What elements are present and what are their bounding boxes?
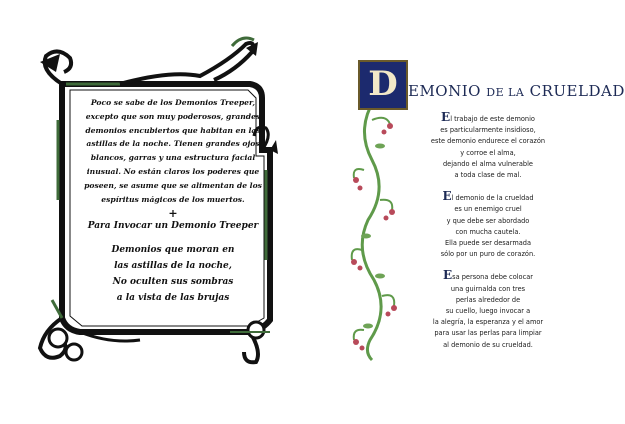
paragraph-line: al demonio de su crueldad. xyxy=(443,340,533,349)
paragraph-cap: E xyxy=(443,268,453,283)
paragraph-line: dejando el alma vulnerable xyxy=(442,159,533,168)
invocation-verse xyxy=(78,242,268,306)
vine-stem xyxy=(362,100,381,360)
title-word-3: CRUELDAD xyxy=(529,82,625,100)
paragraph-line: este demonio endurece el corazón xyxy=(430,137,546,146)
intro-line: poseen, se asume que se alimentan de los xyxy=(84,180,262,190)
verse-line: las astillas de la noche, xyxy=(114,261,232,272)
intro-line: blancos, garras y una estructura facial xyxy=(90,153,256,163)
left-text-block xyxy=(78,96,268,306)
intro-line: astillas de la noche. Tienen grandes ojos xyxy=(86,139,260,149)
paragraph-1 xyxy=(398,112,578,181)
berry-cluster xyxy=(351,123,397,351)
left-page xyxy=(0,0,300,424)
intro-paragraph xyxy=(78,96,268,206)
verse-line: Demonios que moran en xyxy=(111,245,235,256)
paragraph-line: y corroe el alma, xyxy=(460,148,516,157)
paragraph-first-line: sa persona debe colocar xyxy=(452,273,533,282)
paragraph-cap: E xyxy=(442,189,452,204)
intro-line: espíritus mágicos de los muertos. xyxy=(101,194,245,204)
title-dropcap: D xyxy=(358,60,408,110)
paragraph-3 xyxy=(398,270,578,350)
paragraph-line: su cuello, luego invocar a xyxy=(445,307,531,316)
paragraph-line: Ella puede ser desarmada xyxy=(444,239,532,248)
paragraph-line: y que debe ser abordado xyxy=(446,216,530,225)
intro-line: excepto que son muy poderosos, grandes xyxy=(85,111,261,121)
vine-border xyxy=(350,100,398,360)
paragraph-line: a toda clase de mal. xyxy=(454,171,522,180)
paragraph-first-line: l demonio de la crueldad xyxy=(451,194,534,203)
paragraph-line: para usar las perlas para limpiar xyxy=(434,329,542,338)
intro-line: Poco se sabe de los Demonios Treeper, xyxy=(90,98,256,107)
paragraph-line: sólo por un puro de corazón. xyxy=(440,250,536,259)
scroll-top-right xyxy=(120,43,253,84)
intro-line: demonios encubiertos que habitan en las xyxy=(85,125,261,135)
paragraph-line: perlas alrededor de xyxy=(455,295,521,304)
invocation-title: Para Invocar un Demonio Treeper xyxy=(87,221,259,232)
title-word-2: DE LA xyxy=(486,86,525,99)
paragraph-line: la alegría, la esperanza y el amor xyxy=(432,318,544,327)
title-text xyxy=(408,82,625,100)
paragraph-line: una guirnalda con tres xyxy=(450,284,526,293)
paragraph-2 xyxy=(398,191,578,260)
paragraph-line: con mucha cautela. xyxy=(455,227,521,236)
cross-divider: + xyxy=(168,207,178,221)
intro-line: inusual. No están claros los poderes que xyxy=(86,166,260,176)
verse-line: a la vista de las brujas xyxy=(116,293,230,304)
paragraph-first-line: l trabajo de este demonio xyxy=(450,115,535,123)
title-word-1: EMONIO xyxy=(408,82,481,100)
paragraph-cap: E xyxy=(441,110,451,124)
verse-line: No oculten sus sombras xyxy=(112,277,234,288)
page-title xyxy=(358,60,625,108)
paragraph-line: es particularmente insidioso, xyxy=(440,126,536,135)
paragraph-line: es un enemigo cruel xyxy=(454,205,522,214)
right-text-block xyxy=(398,112,578,361)
